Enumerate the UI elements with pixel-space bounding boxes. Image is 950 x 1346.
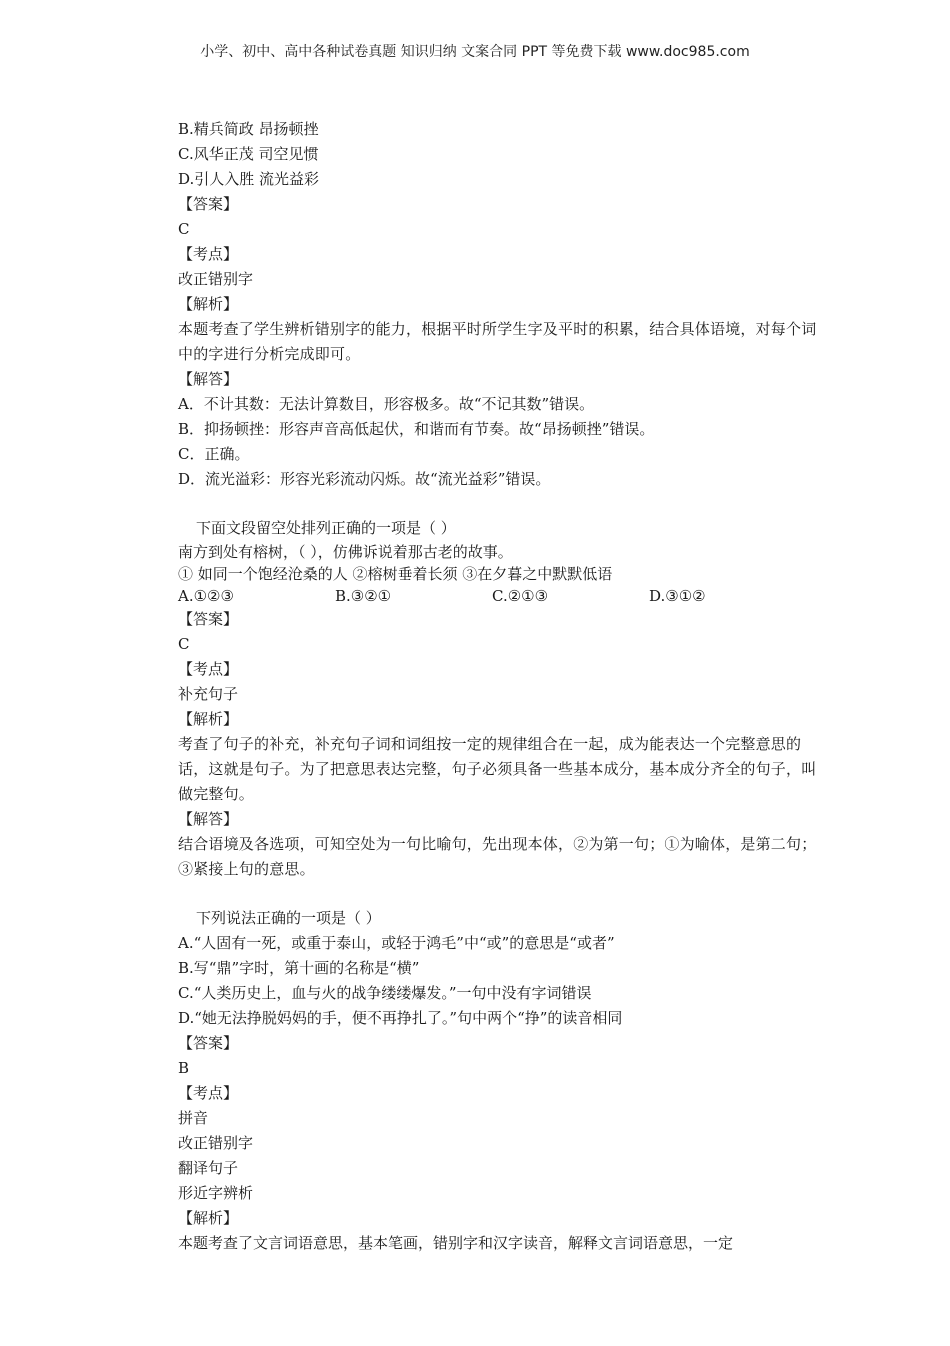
point-item: 改正错别字 [178,270,254,288]
point-item: 改正错别字 [178,1134,254,1152]
question-text: 南方到处有榕树，（ ），仿佛诉说着那古老的故事。 [178,543,513,561]
option-b: B.③②① [335,587,392,605]
answer-label: 【答案】 [178,610,239,628]
solution-line: B．抑扬顿挫：形容声音高低起伏，和谐而有节奏。故“昂扬顿挫”错误。 [178,420,655,438]
point-item: 拼音 [178,1109,209,1127]
point-item: 补充句子 [178,685,239,703]
option-a: A.“人固有一死，或重于泰山，或轻于鸿毛”中“或”的意思是“或者” [178,934,615,952]
answer-label: 【答案】 [178,195,239,213]
question-stem: 下面文段留空处排列正确的一项是（ ） [196,519,456,537]
question-2 [178,516,818,882]
solution-line: C．正确。 [178,445,250,463]
solution-line: D．流光溢彩：形容光彩流动闪烁。故“流光益彩”错误。 [178,470,551,488]
option-d: D.“她无法挣脱妈妈的手，便不再挣扎了。”句中两个“挣”的读音相同 [178,1009,623,1027]
answer-value: C [178,635,190,653]
point-label: 【考点】 [178,245,239,263]
option-d: D.引人入胜 流光益彩 [178,170,320,188]
page-header: 小学、初中、高中各种试卷真题 知识归纳 文案合同 PPT 等免费下载 www.doc985.com [200,44,750,60]
analysis-text: 本题考查了文言词语意思，基本笔画，错别字和汉字读音，解释文言词语意思，一定 [178,1234,734,1252]
point-item: 翻译句子 [178,1159,239,1177]
option-d: D.③①② [649,587,706,605]
answer-label: 【答案】 [178,1034,239,1052]
document-body [178,117,818,1256]
solution-line: A．不计其数：无法计算数目，形容极多。故“不记其数”错误。 [178,395,595,413]
option-b: B.精兵简政 昂扬顿挫 [178,120,319,138]
option-a: A.①②③ [178,587,234,605]
answer-value: C [178,220,190,238]
point-label: 【考点】 [178,660,239,678]
spacer [178,492,818,516]
analysis-text: 考查了句子的补充，补充句子词和词组按一定的规律组合在一起，成为能表达一个完整意思的话，这就是句子。为了把意思表达完整，句子必须具备一些基本成分，基本成分齐全的句子，叫做完整句。 [178,735,817,803]
option-c: C.风华正茂 司空见惯 [178,145,319,163]
point-label: 【考点】 [178,1084,239,1102]
solution-label: 【解答】 [178,810,239,828]
question-3 [178,906,818,1256]
option-c: C.“人类历史上，血与火的战争缕缕爆发。”一句中没有字词错误 [178,984,592,1002]
analysis-label: 【解析】 [178,1209,239,1227]
analysis-label: 【解析】 [178,710,239,728]
analysis-text: 本题考查了学生辨析错别字的能力，根据平时所学生字及平时的积累，结合具体语境，对每个词中的字进行分析完成即可。 [178,320,817,363]
solution-label: 【解答】 [178,370,239,388]
question-stem: 下列说法正确的一项是（ ） [196,909,381,927]
option-b: B.写“鼎”字时，第十画的名称是“横” [178,959,420,977]
spacer [178,882,818,906]
solution-text: 结合语境及各选项，可知空处为一句比喻句，先出现本体，②为第一句；①为喻体，是第二句；③紧接上句的意思。 [178,835,817,878]
answer-value: B [178,1059,190,1077]
analysis-label: 【解析】 [178,295,239,313]
option-row [178,585,818,607]
point-item: 形近字辨析 [178,1184,254,1202]
question-items: ① 如同一个饱经沧桑的人 ②榕树垂着长须 ③在夕暮之中默默低语 [178,565,613,583]
question-1 [178,117,818,492]
option-c: C.②①③ [492,587,549,605]
